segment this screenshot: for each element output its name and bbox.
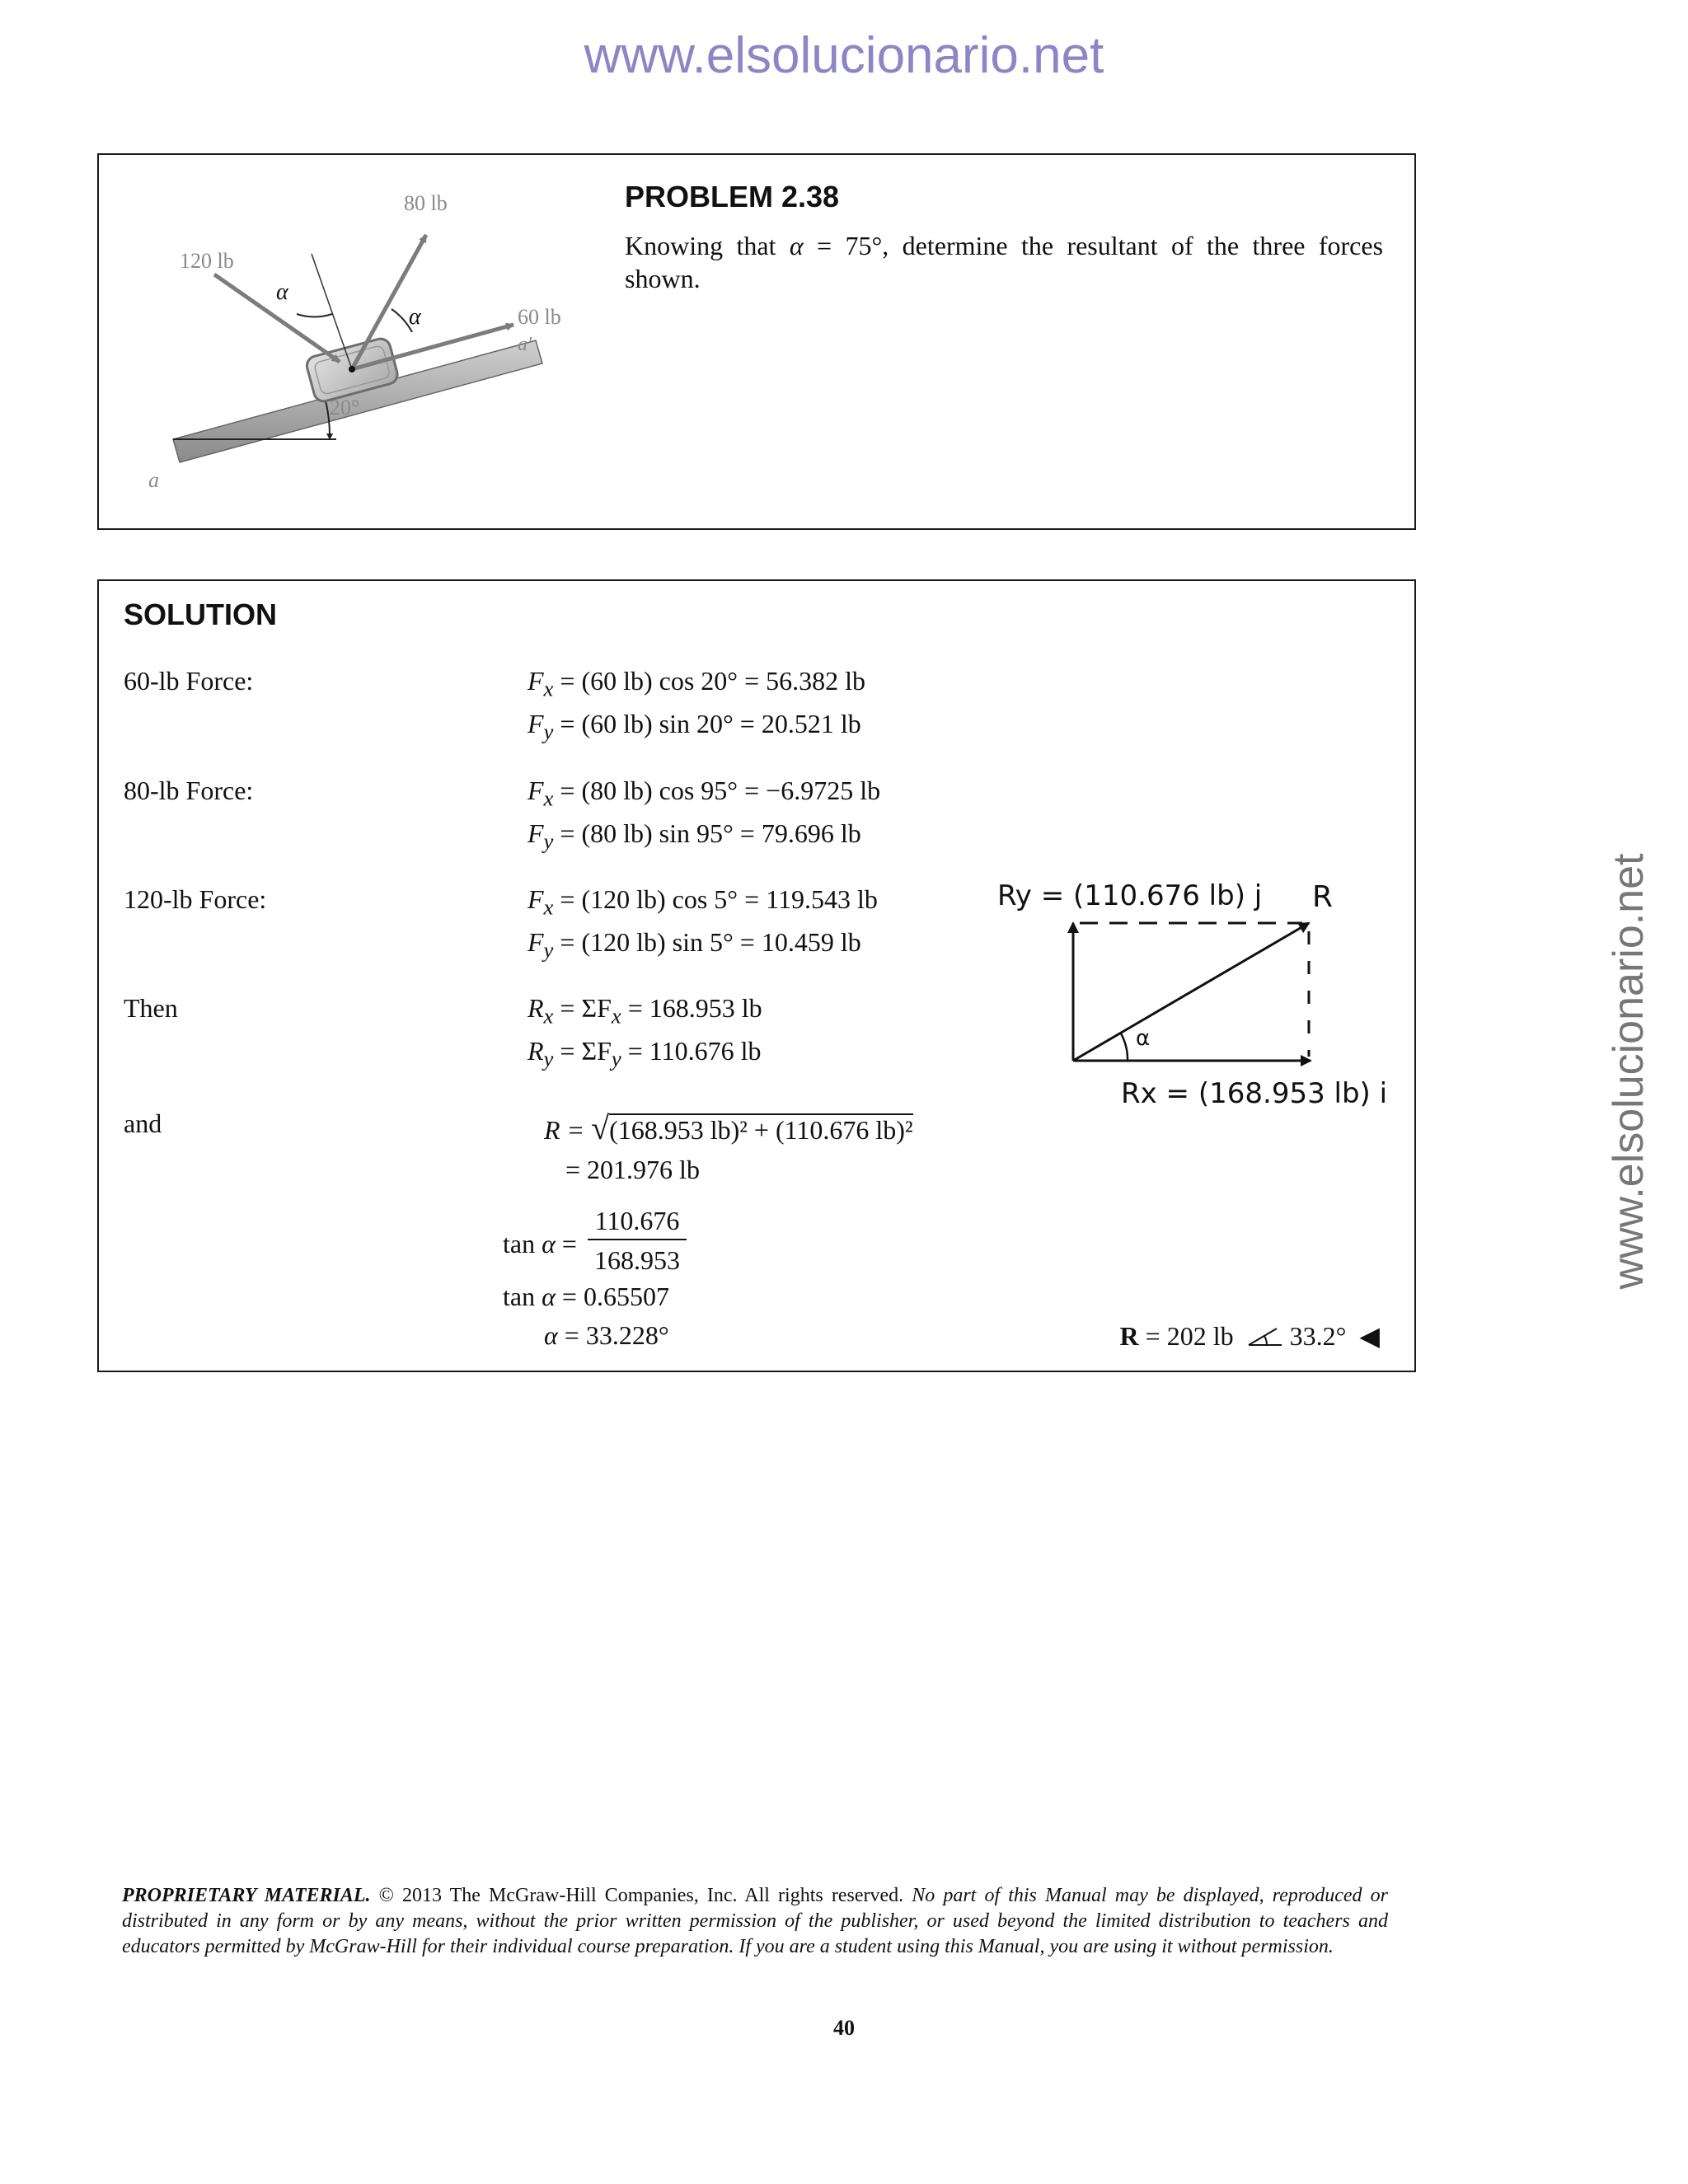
resultant-sketch xyxy=(981,841,1442,1146)
final-result: R = 202 lb 33.2° ◀ xyxy=(1119,1321,1380,1351)
eq-rx: $R_x = \Sigma F_x = 168.953$ lb xyxy=(528,993,762,1029)
sketch-alpha: α xyxy=(1136,1026,1151,1051)
watermark-side: www.elsolucionario.net xyxy=(1605,853,1653,1290)
eq-120-fy: $F_y = (120$ lb) sin 5° = 10.459 lb xyxy=(528,927,861,963)
label-alpha-1: α xyxy=(276,279,288,305)
label-80lb: 80 lb xyxy=(404,191,448,215)
problem-statement: Knowing that α = 75°, determine the resultant of the three forces shown. xyxy=(625,231,1384,293)
problem-figure xyxy=(124,167,610,522)
eq-r-magnitude: R = √(168.953 lb)² + (110.676 lb)² xyxy=(544,1109,913,1146)
eq-r-result: = 201.976 lb xyxy=(565,1155,700,1184)
angle-icon xyxy=(1247,1327,1283,1348)
eq-tan-value: tan α = 0.65507 xyxy=(503,1282,669,1311)
sketch-rx-label: Rx = (168.953 lb) i xyxy=(1121,1077,1388,1110)
label-120lb: 120 lb xyxy=(180,249,234,273)
label-80lb-force: 80-lb Force: xyxy=(124,776,254,805)
label-120lb-force: 120-lb Force: xyxy=(124,884,267,914)
label-a: a xyxy=(148,468,159,492)
label-and: and xyxy=(124,1108,162,1138)
eq-ry: $R_y = \Sigma F_y = 110.676$ lb xyxy=(528,1036,762,1071)
eq-80-fx: $F_x = (80$ lb) cos 95° = −6.9725 lb xyxy=(528,776,881,811)
sketch-ry-label: Ry = (110.676 lb) j xyxy=(997,879,1263,912)
label-20deg: 20° xyxy=(330,396,360,419)
eq-80-fy: $F_y = (80$ lb) sin 95° = 79.696 lb xyxy=(528,818,861,854)
eq-alpha-value: α = 33.228° xyxy=(544,1320,669,1350)
problem-box xyxy=(97,153,1416,530)
problem-title: PROBLEM 2.38 xyxy=(625,180,840,213)
sketch-r-label: R xyxy=(1312,880,1334,914)
label-a-prime: a′ xyxy=(518,334,532,355)
page-number: 40 xyxy=(833,2016,855,2040)
label-alpha-2: α xyxy=(409,304,421,330)
r-vector xyxy=(1073,923,1309,1061)
eq-60-fy: $F_y = (60$ lb) sin 20° = 20.521 lb xyxy=(528,709,861,744)
label-60lb: 60 lb xyxy=(518,305,561,329)
solution-title: SOLUTION xyxy=(124,598,277,631)
footer-notice: PROPRIETARY MATERIAL. © 2013 The McGraw-Hill Companies, Inc. All rights reserved. No part of this Manual may be displayed, reproduced or distributed in any form or by any means, without the prior written permission of the publisher, or used beyond the limited distribution to teachers and educators permitted by McGraw-Hill for their individual course preparation. If you are a student using this Manual, you are using it without permission. xyxy=(122,1885,1388,1957)
label-60lb-force: 60-lb Force: xyxy=(124,666,254,696)
watermark-top: www.elsolucionario.net xyxy=(584,27,1104,84)
solution-box: SOLUTION 60-lb Force: $F_x = (60$ lb) cos 20° = 56.382 lb $F_y = (60$ lb) sin 20° = 20.521 lb 80-lb Force: $F_x = (80$ lb) cos 95° = −6.9725 lb $F_y = (80$ lb) sin 95° = 79.696 lb 120-lb Force: $F_x = (120$ lb) cos 5° = 119.543 lb $F_y = (120$ lb) sin 5° = 10.459 lb Then $R_x = \Sigma F_x = 168.953$ lb $R_y = \Sigma F_y = 110.676$ lb and R = √(168.953 lb)² + (110.676 lb)² = 201.976 lb tan α = 110.676 168.953 tan α = 0.65507 α = 33.228° R = 202 lb 33.2° ◀ α Ry = (110.676 lb) j R Rx = (168.953 lb) i xyxy=(97,579,1416,1372)
label-then: Then xyxy=(124,993,178,1023)
eq-60-fx: $F_x = (60$ lb) cos 20° = 56.382 lb xyxy=(528,666,866,701)
eq-120-fx: $F_x = (120$ lb) cos 5° = 119.543 lb xyxy=(528,884,878,920)
